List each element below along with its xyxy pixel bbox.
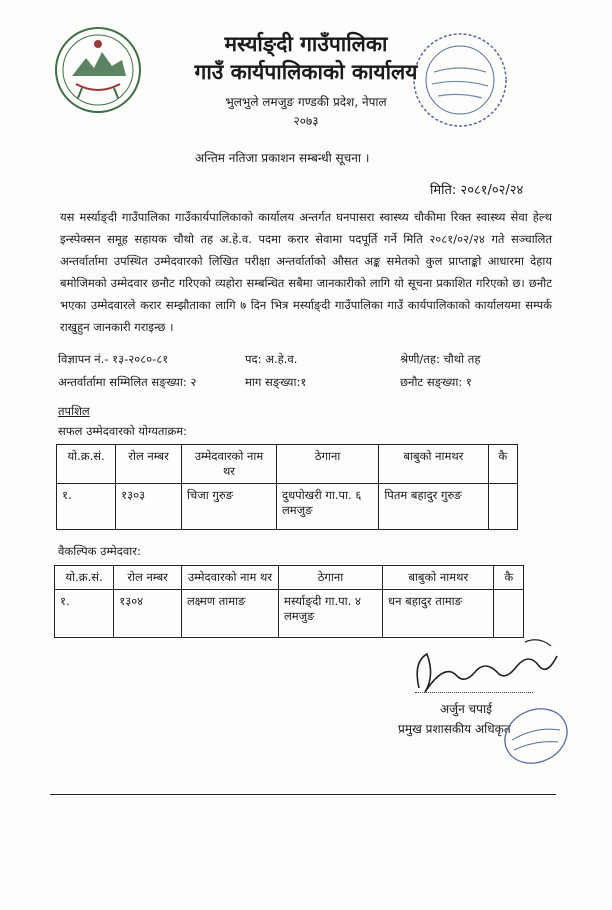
col-header-sn: यो.क्र.सं. [57,445,116,484]
col-header-remarks: कै [488,445,517,484]
cell-father: पितम बहादुर गुरुङ [379,484,488,530]
alternate-candidates-table [54,565,524,638]
cell-roll: १३०३ [116,484,182,530]
office-address: भुलभुले लमजुङ गण्डकी प्रदेश, नेपाल [225,95,387,109]
cell-remarks [488,484,517,530]
table-header-row [57,445,518,484]
col-header-remarks: कै [494,566,524,590]
col-header-name: उम्मेदवारको नाम थर [181,566,278,590]
signatory-title: प्रमुख प्रशासकीय अधिकृत [398,722,511,736]
signatory-name: अर्जुन चपाई [440,702,492,716]
post-name: पद: अ.हे.व. [245,352,298,366]
notice-date: मिति: २०८१/०२/२४ [430,183,524,198]
notice-subject: अन्तिम नतिजा प्रकाशन सम्बन्धी सूचना । [195,151,370,165]
cell-father: धन बहादुर तामाङ [383,590,494,638]
cell-roll: १३०४ [114,590,182,638]
col-header-father: बाबुको नामथर [383,566,494,590]
selected-count: छनौट सङ्ख्या: १ [400,375,472,389]
cell-sn: १. [57,484,116,530]
footer-divider [50,794,556,795]
table-row [57,484,518,530]
post-level: श्रेणी/तह: चौथो तह [400,352,481,366]
cell-remarks [494,590,524,638]
col-header-sn: यो.क्र.सं. [55,566,114,590]
advert-number: विज्ञापन नं.- १३-२०८०-८१ [58,352,169,366]
col-header-father: बाबुको नामथर [379,445,488,484]
signature-line [415,692,533,693]
col-header-roll: रोल नम्बर [114,566,182,590]
successful-section-title: सफल उम्मेदवारको योग्यताक्रम: [58,424,188,438]
cell-address: दुधपोखरी गा.पा. ६ लमजुङ [277,484,379,530]
demand-count: माग सङ्ख्या:१ [245,375,307,389]
signature-stamp-icon [500,700,572,772]
interview-count: अन्तर्वार्तामा सम्मिलित सङ्ख्या: २ [58,375,197,389]
office-title-line1: मर्स्याङ्दी गाउँपालिका [224,32,388,56]
cell-name: लक्ष्मण तामाङ [181,590,278,638]
col-header-roll: रोल नम्बर [116,445,182,484]
table-header-row [55,566,524,590]
cell-sn: १. [55,590,114,638]
cell-address: मर्स्याङ्दी गा.पा. ४ लमजुङ [278,590,382,638]
notice-body: यस मर्स्याङ्दी गाउँपालिका गाउँकार्यपालिकाको कार्यालय अन्तर्गत घनपासरा स्वास्थ्य चौकीमा रिक्त स्वास्थ्य सेवा हेल्थ इन्स्पेक्सन समूह सहायक चौथो तह अ.हे.व. पदमा करार सेवामा पदपूर्ति गर्ने मिति २०८१/०२/२४ गते सञ्चालित अन्तर्वार्तामा उपस्थित उम्मेदवारको लिखित परीक्षा अन्तर्वार्ताको औसत अङ्क समेतको कुल प्राप्ताङ्को आधारमा देहाय बमोजिमको उम्मेदवार छनौट गरिएको व्यहोरा सम्बन्धित सबैमा जानकारीको लागि यो सूचना प्रकाशित गरिएको छ। छनौट भएका उम्मेदवारले करार सम्झौताका लागि ७ दिन भित्र मर्स्याङ्दी गाउँपालिका गाउँ कार्यपालिकाको कार्यालयमा सम्पर्क राखुहुन जानकारी गराइन्छ । [60,210,552,334]
successful-candidates-table [56,444,518,530]
established-year: २०७३ [293,114,319,128]
details-label: तपशिल [58,404,90,418]
alternate-section-title: वैकल्पिक उम्मेदवार: [58,544,141,558]
cell-name: चिजा गुरुङ [181,484,276,530]
table-row [55,590,524,638]
office-title-line2: गाउँ कार्यपालिकाको कार्यालय [194,60,418,84]
col-header-address: ठेगाना [278,566,382,590]
col-header-name: उम्मेदवारको नाम थर [181,445,276,484]
col-header-address: ठेगाना [277,445,379,484]
